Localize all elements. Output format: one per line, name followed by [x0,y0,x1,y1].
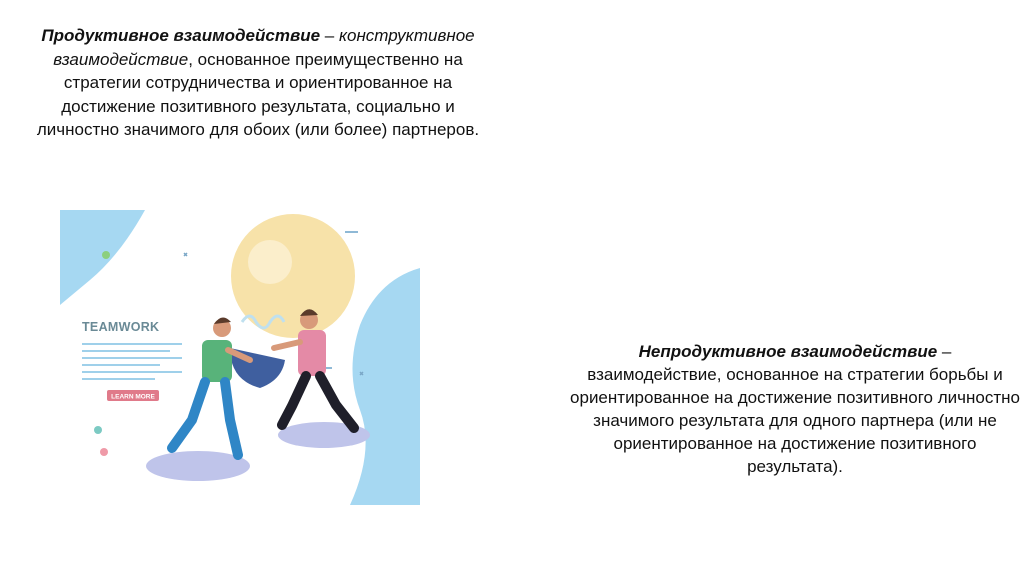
teamwork-illustration [60,210,420,506]
unproductive-interaction-definition [570,340,1020,478]
productive-interaction-definition [18,24,498,142]
text-lines-placeholder [82,344,182,379]
sparkle-icon [184,253,187,256]
bulb-highlight [248,240,292,284]
pink-dot-icon [100,448,108,456]
productive-italic: конструктивное взаимодействие [53,26,475,69]
unproductive-body: взаимодействие, основанное на стратегии борьбы и ориентированное на достижение позитивного личностно значимого результата для одного партнера (или не ориентированное на достижение позитивного результата). [570,365,1020,476]
blue-blob-top-left [60,210,145,305]
blue-blob-right [350,268,420,505]
person-left [172,317,250,455]
productive-term: Продуктивное взаимодействие [41,26,321,45]
unproductive-dash: – [937,342,952,361]
sparkle-icon [360,372,363,375]
teal-dot-icon [94,426,102,434]
productive-dash: – [320,26,339,45]
light-bulb-icon [231,214,355,338]
productive-body: , основанное преимущественно на стратегии сотрудничества и ориентированное на достижение позитивного результата, социально и личностно значимого для обоих (или более) партнеров. [36,49,480,139]
teamwork-heading: TEAMWORK [82,320,160,334]
unproductive-term: Непродуктивное взаимодействие [638,342,938,361]
green-dot-icon [102,251,110,259]
learn-more-label: LEARN MORE [111,393,155,401]
